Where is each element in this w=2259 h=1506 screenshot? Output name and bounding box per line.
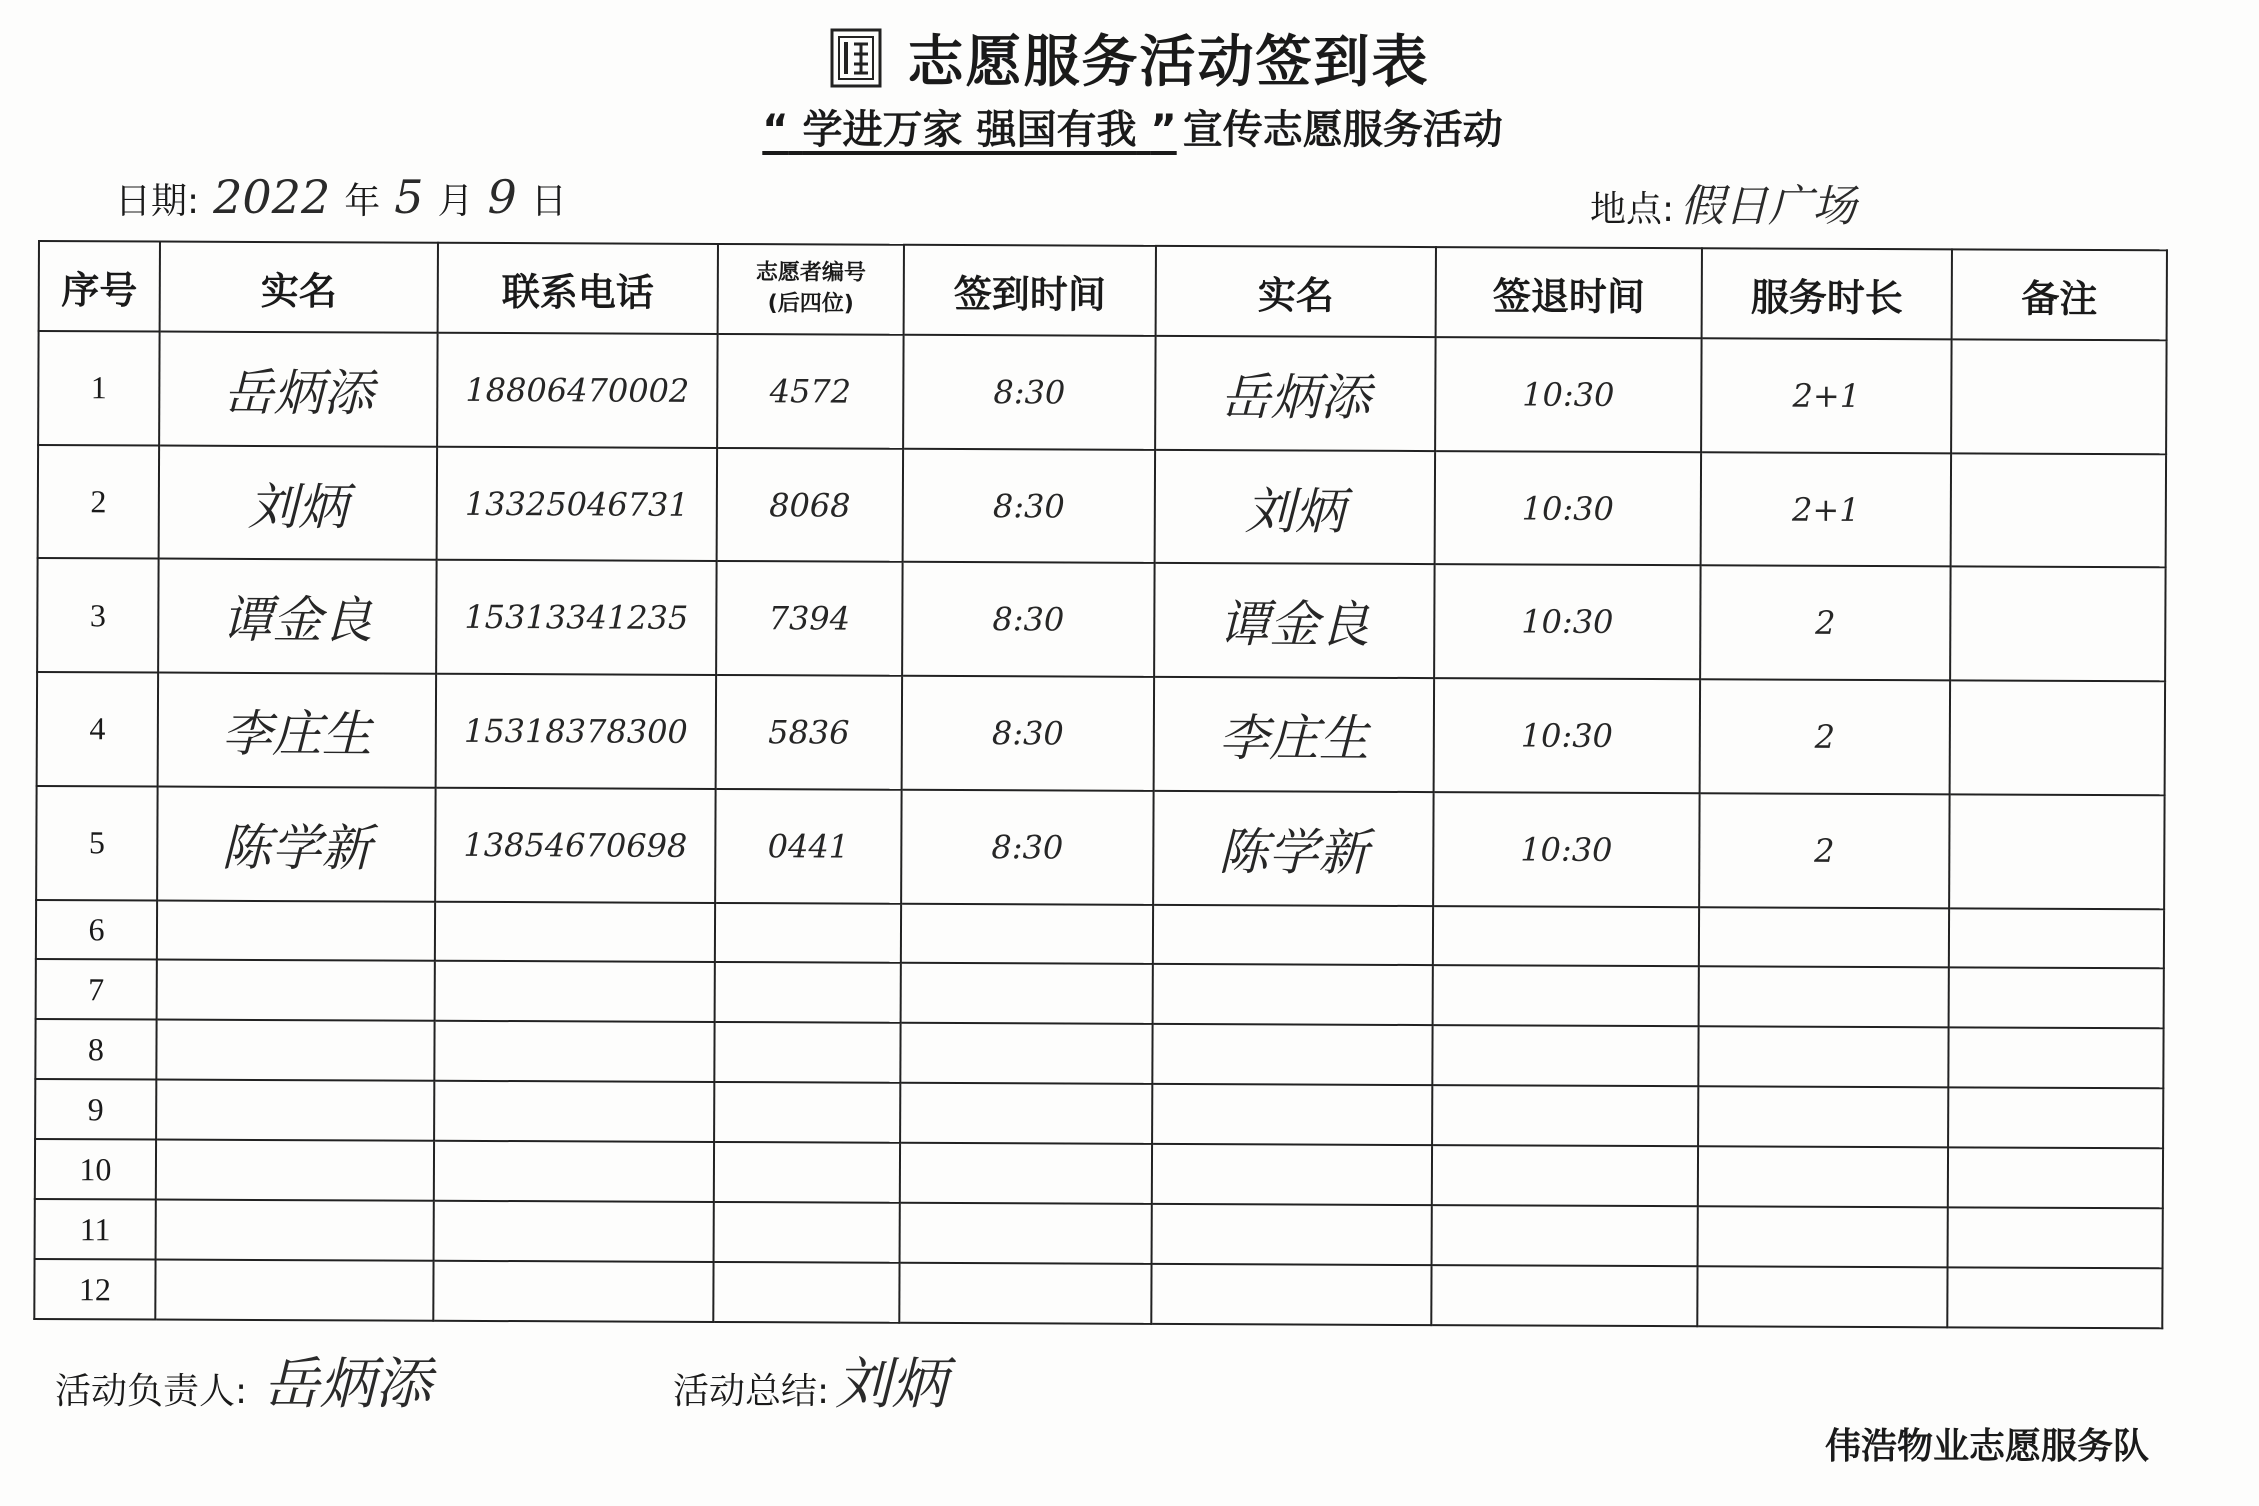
cell-phone [435, 901, 715, 962]
cell-sign-in-time [899, 1263, 1151, 1324]
table-row [37, 558, 2165, 681]
cell-sign-in-time [900, 1083, 1152, 1144]
table-row [35, 1139, 2163, 1208]
cell-name-2: 谭金良 [1154, 563, 1434, 678]
cell-sign-in-time: 8:30 [903, 335, 1155, 450]
cell-seq: 6 [36, 900, 157, 960]
cell-name: 陈学新 [157, 786, 435, 901]
leader-signature: 岳炳添 [263, 1352, 432, 1417]
header-volunteer-no-top: 志愿者编号 [755, 260, 866, 286]
cell-sign-out-time: 10:30 [1434, 678, 1700, 793]
table-row [36, 900, 2164, 969]
cell-note [1949, 908, 2164, 969]
subtitle-rest: 宣传志愿服务活动 [1182, 107, 1503, 153]
date-label: 日期: [115, 181, 200, 222]
cell-note [1948, 1028, 2163, 1089]
cell-volunteer-no: 5836 [716, 675, 902, 790]
cell-seq: 8 [35, 1019, 156, 1079]
cell-sign-out-time [1432, 1205, 1698, 1266]
subtitle-slogan-group [756, 107, 1182, 153]
cell-note [1949, 794, 2164, 909]
table-row [36, 786, 2164, 909]
header-sign-out: 签退时间 [1436, 247, 1702, 338]
cell-duration: 2+1 [1701, 452, 1951, 567]
cell-name-2 [1152, 1084, 1432, 1145]
cell-name-2: 刘炳 [1155, 450, 1435, 565]
place-label: 地点: [1590, 189, 1675, 230]
cell-sign-out-time: 10:30 [1434, 565, 1700, 680]
cell-sign-in-time [901, 903, 1153, 964]
place-line [1590, 170, 1856, 234]
table-row [36, 959, 2164, 1028]
cell-note [1949, 968, 2164, 1029]
cell-volunteer-no: 4572 [717, 334, 903, 449]
cell-name [156, 1020, 434, 1081]
cell-duration [1698, 1027, 1948, 1088]
organization-name: 伟浩物业志愿服务队 [1825, 1426, 2150, 1467]
table-row [38, 331, 2166, 454]
date-year-value: 2022 [213, 170, 331, 224]
cell-volunteer-no [715, 962, 901, 1023]
table-row [35, 1079, 2163, 1148]
header-name: 实名 [160, 242, 438, 333]
cell-sign-out-time: 10:30 [1435, 451, 1701, 566]
cell-phone: 15318378300 [436, 674, 716, 789]
page-title: 志愿服务活动签到表 [907, 30, 1430, 95]
cell-sign-in-time: 8:30 [902, 562, 1154, 677]
cell-note [1947, 1267, 2162, 1328]
cell-seq: 3 [37, 558, 158, 672]
table-header-row [39, 241, 2167, 340]
cell-phone: 18806470002 [437, 333, 717, 448]
subtitle-close-quote: ” [1150, 107, 1177, 153]
cell-name-2 [1153, 964, 1433, 1025]
cell-seq: 12 [34, 1259, 155, 1319]
cell-sign-in-time [900, 1023, 1152, 1084]
cell-seq: 4 [37, 672, 158, 786]
date-month-label: 月 [437, 181, 474, 222]
cell-duration: 2 [1699, 793, 1949, 908]
cell-seq: 2 [38, 445, 159, 559]
cell-note [1948, 1207, 2163, 1268]
cell-sign-out-time: 10:30 [1435, 337, 1701, 452]
date-month-value: 5 [394, 170, 424, 224]
cell-seq: 9 [35, 1079, 156, 1139]
table-row [34, 1259, 2162, 1328]
title-block [0, 18, 2259, 98]
cell-name-2 [1153, 904, 1433, 965]
date-year-label: 年 [344, 181, 381, 222]
header-volunteer-no [718, 244, 904, 335]
cell-name-2 [1152, 1024, 1432, 1085]
cell-sign-in-time: 8:30 [903, 448, 1155, 563]
cell-sign-out-time [1432, 1145, 1698, 1206]
cell-name: 谭金良 [158, 559, 436, 674]
cell-duration [1699, 967, 1949, 1028]
cell-volunteer-no [714, 1202, 900, 1263]
cell-name-2 [1152, 1204, 1432, 1265]
cell-volunteer-no [714, 1142, 900, 1203]
header-phone: 联系电话 [438, 243, 718, 334]
table-row [37, 672, 2165, 795]
cell-sign-out-time [1432, 1025, 1698, 1086]
cell-seq: 11 [35, 1199, 156, 1259]
place-value: 假日广场 [1680, 181, 1857, 232]
cell-duration: 2 [1700, 566, 1950, 681]
summary-signature: 刘炳 [835, 1352, 948, 1417]
cell-volunteer-no [714, 1022, 900, 1083]
cell-phone [434, 1021, 714, 1082]
cell-note [1951, 453, 2166, 568]
cell-volunteer-no [714, 1082, 900, 1143]
cell-name: 岳炳添 [159, 332, 437, 447]
cell-name [155, 1260, 433, 1321]
header-duration: 服务时长 [1702, 248, 1952, 339]
cell-note [1948, 1088, 2163, 1149]
cell-volunteer-no: 0441 [715, 789, 901, 904]
cell-name-2: 陈学新 [1153, 791, 1433, 906]
cell-name-2: 岳炳添 [1155, 336, 1435, 451]
page-title-row [830, 18, 1430, 98]
cell-name [156, 1200, 434, 1261]
seal-logo-icon [830, 28, 882, 88]
activity-leader [55, 1340, 431, 1420]
cell-duration: 2 [1700, 679, 1950, 794]
cell-seq: 7 [36, 959, 157, 1019]
cell-duration [1697, 1266, 1947, 1327]
cell-note [1951, 339, 2166, 454]
cell-volunteer-no [715, 902, 901, 963]
cell-duration [1698, 1146, 1948, 1207]
subtitle-slogan: 学进万家 强国有我 [802, 107, 1137, 153]
cell-duration [1698, 1206, 1948, 1267]
sign-in-table [33, 240, 2168, 1329]
cell-name [156, 1080, 434, 1141]
table-row [38, 445, 2166, 568]
cell-name-2 [1151, 1264, 1431, 1325]
header-name-2: 实名 [1156, 246, 1436, 337]
cell-duration: 2+1 [1701, 338, 1951, 453]
cell-name: 李庄生 [158, 673, 436, 788]
cell-volunteer-no [713, 1262, 899, 1323]
cell-phone: 13325046731 [437, 446, 717, 561]
cell-duration [1698, 1087, 1948, 1148]
cell-name-2 [1152, 1144, 1432, 1205]
header-seq: 序号 [39, 241, 160, 332]
cell-seq: 10 [35, 1139, 156, 1199]
header-sign-in: 签到时间 [904, 245, 1156, 336]
cell-sign-out-time [1431, 1265, 1697, 1326]
subtitle-open-quote: “ [762, 107, 789, 153]
cell-phone [434, 1141, 714, 1202]
date-line [115, 170, 567, 224]
header-volunteer-no-bottom: (后四位) [767, 291, 854, 317]
cell-volunteer-no: 8068 [717, 448, 903, 563]
cell-seq: 5 [36, 786, 157, 900]
cell-phone: 13854670698 [435, 788, 715, 903]
cell-sign-out-time [1433, 966, 1699, 1027]
cell-sign-in-time [901, 963, 1153, 1024]
cell-sign-in-time: 8:30 [901, 790, 1153, 905]
cell-name [157, 960, 435, 1021]
cell-sign-in-time [900, 1203, 1152, 1264]
cell-sign-in-time: 8:30 [902, 676, 1154, 791]
cell-volunteer-no: 7394 [716, 561, 902, 676]
cell-name-2: 李庄生 [1154, 677, 1434, 792]
date-day-label: 日 [530, 181, 567, 222]
cell-duration [1699, 907, 1949, 968]
table-row [35, 1019, 2163, 1088]
cell-phone [435, 961, 715, 1022]
cell-phone [434, 1201, 714, 1262]
cell-seq: 1 [38, 331, 159, 445]
cell-name [157, 900, 435, 961]
cell-note [1948, 1148, 2163, 1209]
cell-phone: 15313341235 [436, 560, 716, 675]
leader-label: 活动负责人: [55, 1371, 248, 1412]
cell-sign-out-time [1433, 906, 1699, 967]
header-note: 备注 [1952, 249, 2167, 340]
date-day-value: 9 [487, 170, 517, 224]
table-row [35, 1199, 2163, 1268]
cell-sign-out-time: 10:30 [1433, 792, 1699, 907]
summary-label: 活动总结: [673, 1371, 830, 1412]
cell-phone [434, 1081, 714, 1142]
cell-phone [433, 1261, 713, 1322]
cell-note [1950, 567, 2165, 682]
cell-name: 刘炳 [159, 445, 437, 560]
cell-sign-out-time [1432, 1085, 1698, 1146]
cell-note [1950, 680, 2165, 795]
subtitle [0, 98, 2259, 155]
cell-name [156, 1140, 434, 1201]
activity-summary [673, 1340, 947, 1420]
cell-sign-in-time [900, 1143, 1152, 1204]
